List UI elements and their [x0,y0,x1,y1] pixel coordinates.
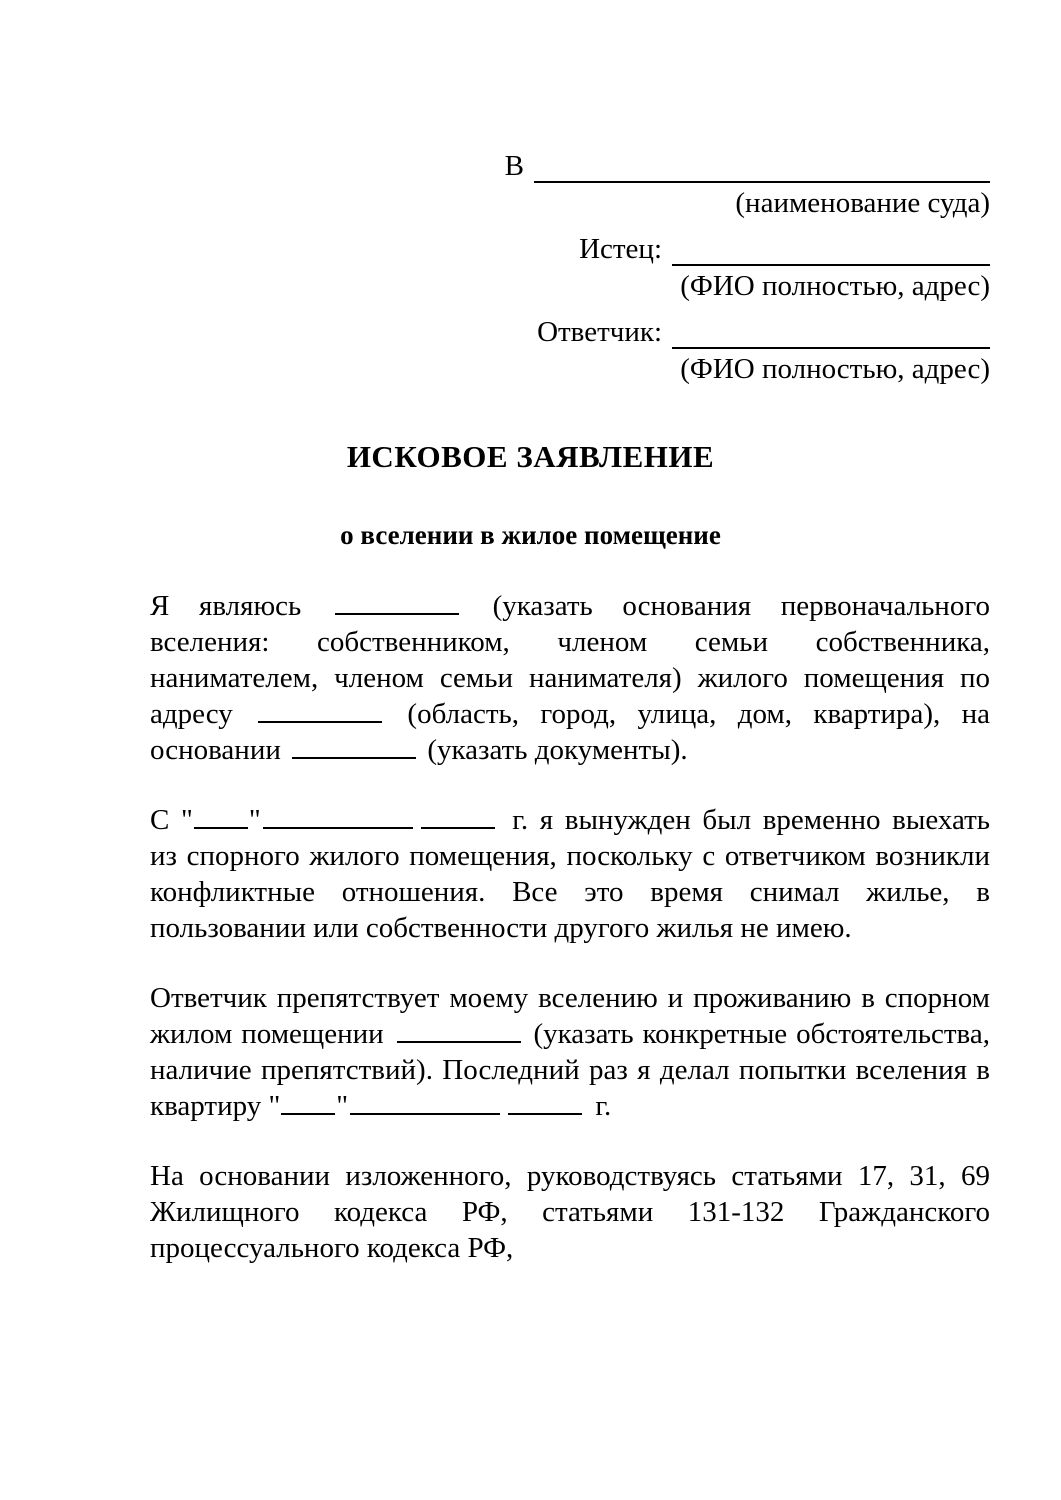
paragraph-grounds [150,588,998,768]
p2-text-a: С " [150,804,193,836]
plaintiff-fill-line[interactable] [672,234,990,266]
grounds-blank[interactable] [335,593,459,615]
court-caption: (наименование суда) [735,187,990,219]
p3-text-d: г. [588,1090,612,1122]
obstruction-blank[interactable] [397,1021,521,1043]
paragraph-obstruction [150,980,998,1124]
p3-text-a: Ответчик препятствует моему вселению и проживанию в спорном жилом помещении [150,982,998,1050]
defendant-row [150,308,990,349]
p1-text-a: Я являюсь [150,590,331,622]
document-title: ИСКОВОЕ ЗАЯВЛЕНИЕ [346,439,715,474]
plaintiff-row [150,225,990,266]
court-label: В [504,150,524,182]
p3-text-c: " [336,1090,349,1122]
departure-day-blank[interactable] [194,807,248,829]
defendant-caption: (ФИО полностью, адрес) [680,353,990,385]
defendant-label: Ответчик: [537,316,662,348]
plaintiff-label: Истец: [579,233,662,265]
p3-text-b: (указать конкретные обстоятельства, наличие препятствий). Последний раз я делал попытки вселения в квартиру " [150,1018,998,1122]
departure-year-blank[interactable] [421,807,495,829]
address-blank[interactable] [258,701,382,723]
documents-blank[interactable] [292,737,416,759]
plaintiff-caption: (ФИО полностью, адрес) [680,270,990,302]
p1-text-d: (указать документы). [420,734,688,766]
paragraph-departure [150,802,998,946]
p2-text-b: " [248,804,261,836]
p1-text-b: (указать основания первоначального вселения: собственником, членом семьи собственника, нанимателем, членом семьи нанимателя) жилого помещения по адресу [150,590,998,730]
document-subtitle: о вселении в жилое помещение [340,520,721,550]
attempt-day-blank[interactable] [281,1093,335,1115]
departure-month-blank[interactable] [263,807,413,829]
paragraph-legal-basis: На основании изложенного, руководствуясь статьями 17, 31, 69 Жилищного кодекса РФ, статьями 131-132 Гражданского процессуального кодекса РФ, [150,1160,998,1264]
court-parties-header [150,142,990,391]
attempt-year-blank[interactable] [508,1093,582,1115]
p1-text-c: (область, город, улица, дом, квартира), на основании [150,698,998,766]
court-row [150,142,990,183]
document-body [150,588,998,1266]
attempt-month-blank[interactable] [350,1093,500,1115]
court-fill-line[interactable] [534,151,990,183]
p2-text-c: г. я вынужден был временно выехать из спорного жилого помещения, поскольку с ответчиком возникли конфликтные отношения. Все это время снимал жилье, в пользовании или собственности другого жилья не имею. [150,804,998,944]
defendant-fill-line[interactable] [672,317,990,349]
